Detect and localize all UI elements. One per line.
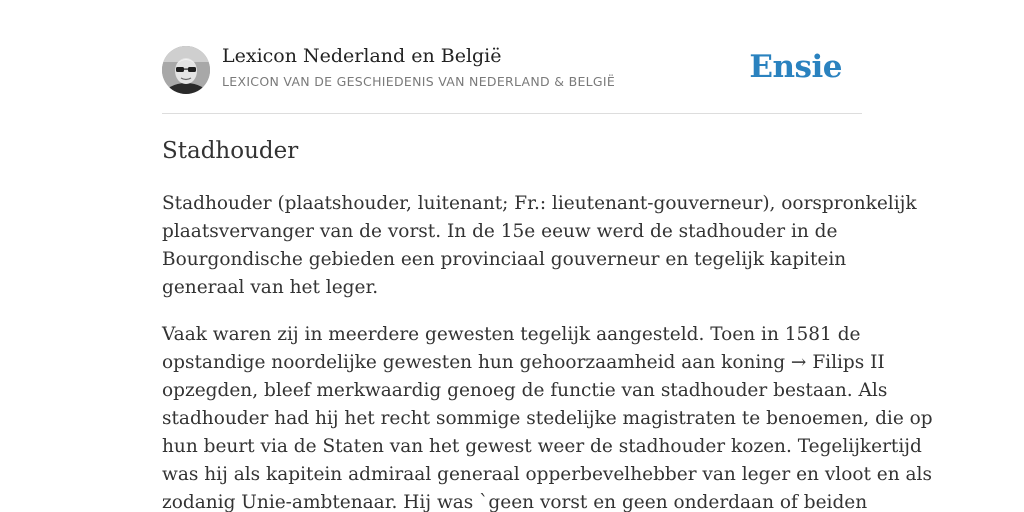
article-title: Stadhouder — [162, 138, 299, 164]
publisher-subtitle: LEXICON VAN DE GESCHIEDENIS VAN NEDERLAND & BELGIË — [222, 74, 616, 89]
text-line: Bourgondische gebieden een provinciaal gouverneur en tegelijk kapitein — [162, 249, 847, 270]
publisher-header — [162, 0, 862, 114]
publisher-avatar[interactable] — [162, 46, 210, 94]
paragraph-gap — [162, 302, 867, 321]
text-line: zodanig Unie-ambtenaar. Hij was `geen vorst en geen onderdaan of beiden — [162, 492, 868, 512]
text-line: was hij als kapitein admiraal generaal opperbevelhebber van leger en vloot en als — [162, 464, 932, 485]
article-body — [162, 190, 933, 512]
text-line: hun beurt via de Staten van het gewest weer de stadhouder kozen. Tegelijkertijd — [162, 436, 922, 457]
paragraph — [162, 321, 933, 512]
text-line: Vaak waren zij in meerdere gewesten tegelijk aangesteld. Toen in 1581 de — [162, 324, 861, 345]
text-line: Stadhouder (plaatshouder, luitenant; Fr.: lieutenant-gouverneur), oorspronkelijk — [162, 193, 917, 214]
text-line: opzegden, bleef merkwaardig genoeg de functie van stadhouder bestaan. Als — [162, 380, 888, 401]
text-line: generaal van het leger. — [162, 277, 379, 298]
text-line: stadhouder had hij het recht sommige stedelijke magistraten te benoemen, die op — [162, 408, 933, 429]
publisher-name[interactable]: Lexicon Nederland en België — [222, 45, 502, 67]
ensie-logo[interactable]: Ensie — [749, 49, 842, 85]
portrait-icon — [162, 46, 210, 94]
text-line: plaatsvervanger van de vorst. In de 15e eeuw werd de stadhouder in de — [162, 221, 838, 242]
article-container — [162, 0, 933, 512]
paragraph — [162, 190, 917, 302]
text-line: opstandige noordelijke gewesten hun gehoorzaamheid aan koning → Filips II — [162, 352, 885, 373]
